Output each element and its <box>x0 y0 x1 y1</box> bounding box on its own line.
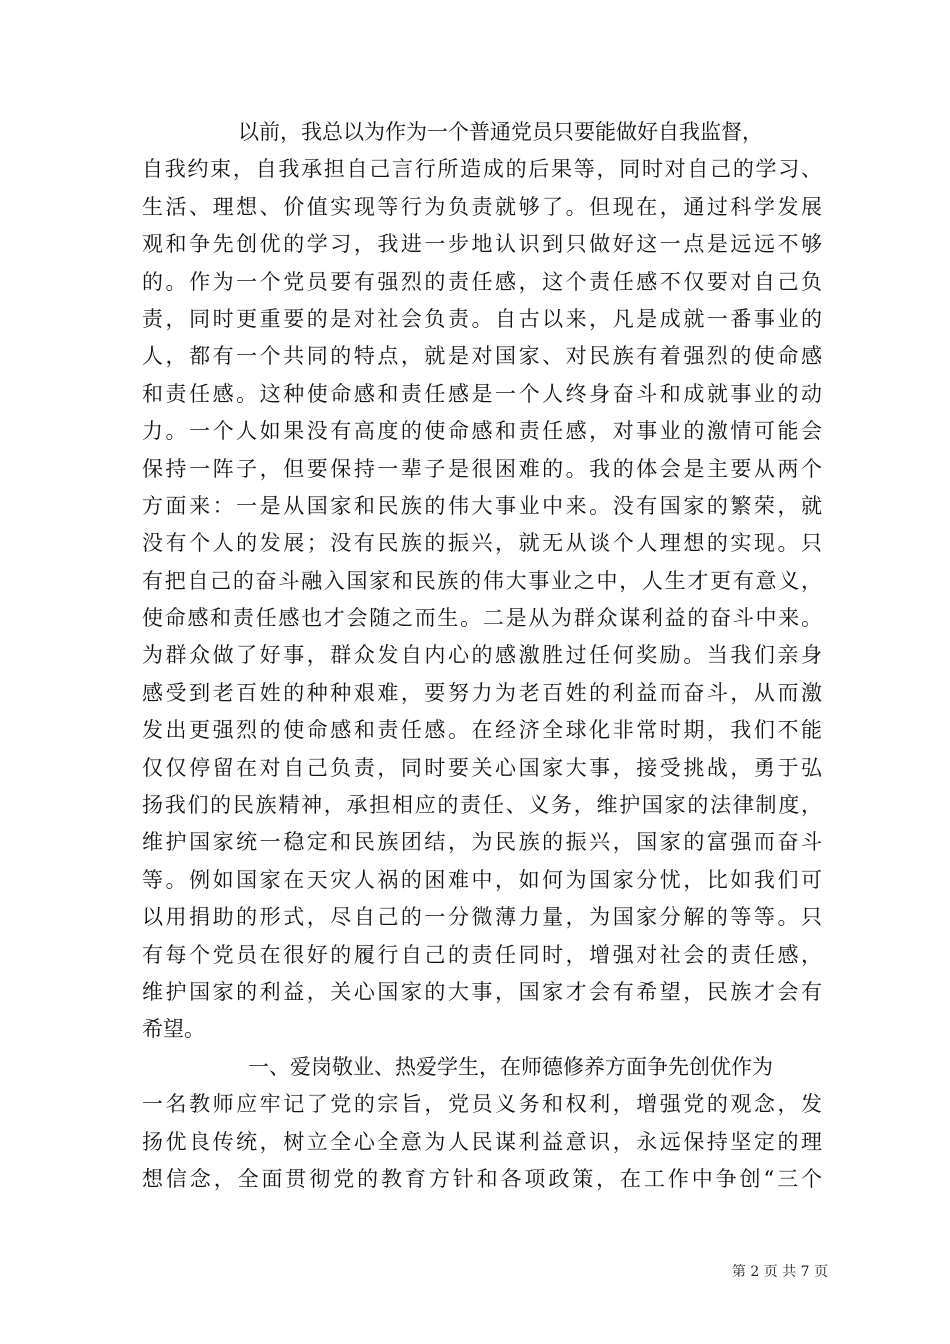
text-line: 一、爱岗敬业、热爱学生，在师德修养方面争先创优作为 <box>248 1054 773 1079</box>
text-line: 生活、理想、价值实现等行为负责就够了。但现在，通过科学发展 <box>142 194 822 219</box>
text-line: 人，都有一个共同的特点，就是对国家、对民族有着强烈的使命感 <box>142 344 822 369</box>
paragraph-1 <box>142 114 822 1049</box>
text-line: 保持一阵子，但要保持一辈子是很困难的。我的体会是主要从两个 <box>142 456 822 481</box>
text-line: 有每个党员在很好的履行自己的责任同时，增强对社会的责任感， <box>142 942 822 967</box>
paragraph-2 <box>142 1049 822 1199</box>
text-line: 没有个人的发展；没有民族的振兴，就无从谈个人理想的实现。只 <box>142 531 822 556</box>
text-line: 等。例如国家在天灾人祸的困难中，如何为国家分忧，比如我们可 <box>142 867 822 892</box>
text-line: 方面来：一是从国家和民族的伟大事业中来。没有国家的繁荣，就 <box>142 493 822 518</box>
text-line: 以用捐助的形式，尽自己的一分微薄力量，为国家分解的等等。只 <box>142 905 822 930</box>
text-line: 自我约束，自我承担自己言行所造成的后果等，同时对自己的学习、 <box>142 157 822 182</box>
text-line: 维护国家的利益，关心国家的大事，国家才会有希望，民族才会有 <box>142 979 822 1004</box>
text-line: 责，同时更重要的是对社会负责。自古以来，凡是成就一番事业的 <box>142 306 822 331</box>
body-text <box>142 114 822 1198</box>
page-number: 第 2 页 共 7 页 <box>731 1264 828 1280</box>
text-line: 一名教师应牢记了党的宗旨，党员义务和权利，增强党的观念，发 <box>142 1092 822 1117</box>
text-line: 使命感和责任感也才会随之而生。二是从为群众谋利益的奋斗中来。 <box>142 606 822 631</box>
text-line: 观和争先创优的学习，我进一步地认识到只做好这一点是远远不够 <box>142 232 822 257</box>
text-line: 希望。 <box>142 1017 205 1042</box>
text-line: 力。一个人如果没有高度的使命感和责任感，对事业的激情可能会 <box>142 419 822 444</box>
text-line: 仅仅停留在对自己负责，同时要关心国家大事，接受挑战，勇于弘 <box>142 755 822 780</box>
text-line: 想信念，全面贯彻党的教育方针和各项政策，在工作中争创“三个 <box>142 1166 822 1191</box>
text-line: 有把自己的奋斗融入国家和民族的伟大事业之中，人生才更有意义， <box>142 568 822 593</box>
text-line: 维护国家统一稳定和民族团结，为民族的振兴，国家的富强而奋斗 <box>142 830 822 855</box>
text-line: 扬我们的民族精神，承担相应的责任、义务，维护国家的法律制度， <box>142 793 822 818</box>
text-line: 为群众做了好事，群众发自内心的感激胜过任何奖励。当我们亲身 <box>142 643 822 668</box>
text-line: 以前，我总以为作为一个普通党员只要能做好自我监督， <box>238 120 763 144</box>
text-line: 扬优良传统，树立全心全意为人民谋利益意识，永远保持坚定的理 <box>142 1129 822 1154</box>
text-line: 和责任感。这种使命感和责任感是一个人终身奋斗和成就事业的动 <box>142 381 822 406</box>
text-line: 发出更强烈的使命感和责任感。在经济全球化非常时期，我们不能 <box>142 718 822 743</box>
text-line: 感受到老百姓的种种艰难，要努力为老百姓的利益而奋斗，从而激 <box>142 680 822 705</box>
text-line: 的。作为一个党员要有强烈的责任感，这个责任感不仅要对自己负 <box>142 269 822 294</box>
